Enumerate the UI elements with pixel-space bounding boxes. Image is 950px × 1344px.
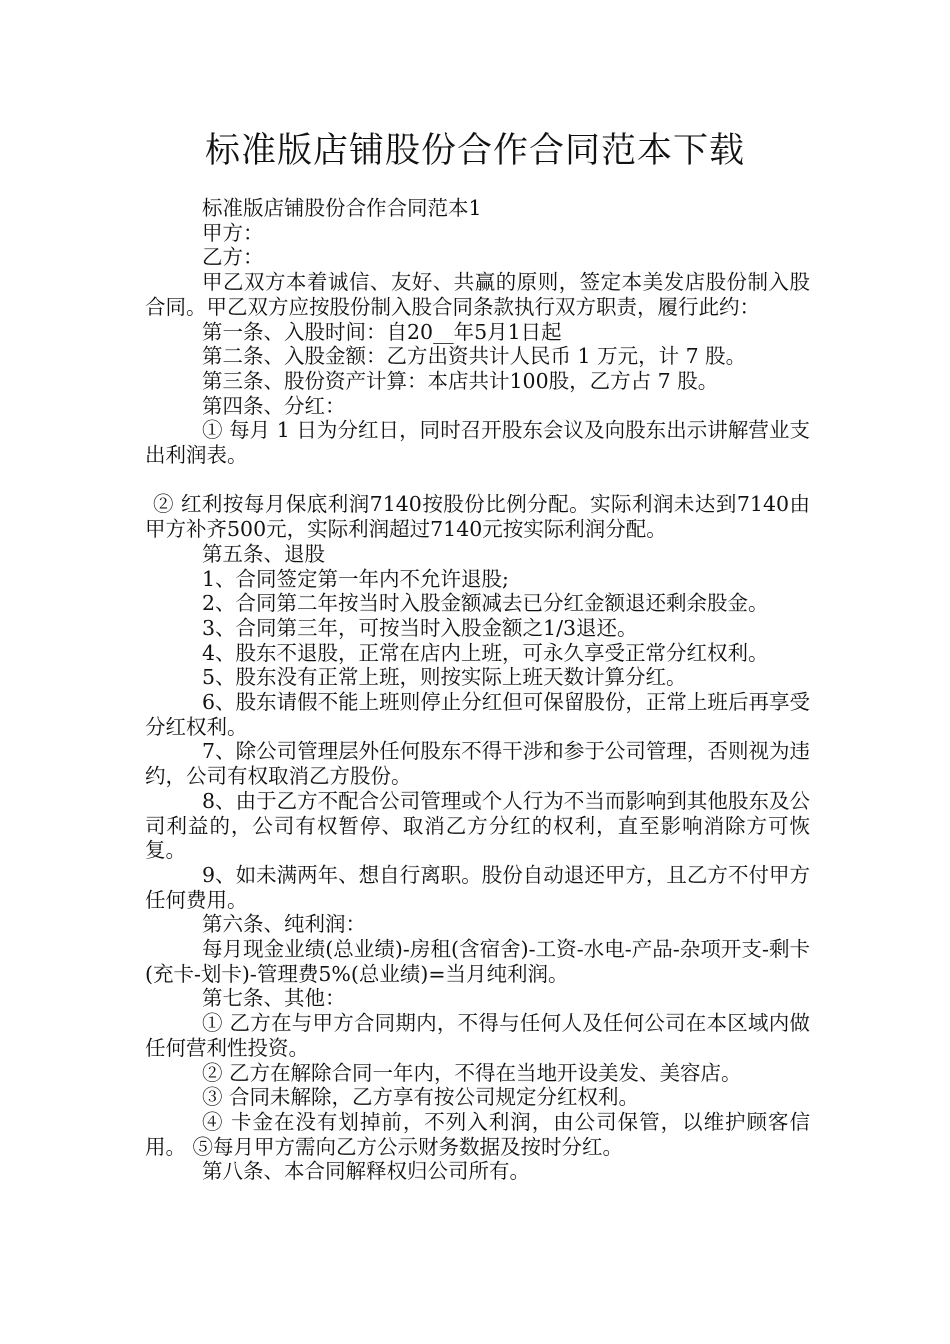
blank-line xyxy=(145,468,810,493)
article-7-item-2: ② 乙方在解除合同一年内，不得在当地开设美发、美容店。 xyxy=(202,1060,742,1085)
article-5-item-2: 2、合同第二年按当时入股金额减去已分红金额退还剩余股金。 xyxy=(202,591,769,616)
article-6-heading: 第六条、纯利润： xyxy=(202,912,366,937)
article-4-item-2: ② 红利按每月保底利润7140按股份比例分配。实际利润未达到7140由甲方补齐500元，实际利润超过7140元按实际利润分配。 xyxy=(145,492,810,542)
article-7-item-1: ① 乙方在与甲方合同期内，不得与任何人及任何公司在本区域内做任何营利性投资。 xyxy=(145,1011,810,1060)
article-5-item-4: 4、股东不退股，正常在店内上班，可永久享受正常分红权利。 xyxy=(202,640,769,665)
article-7-item-3: ③ 合同未解除，乙方享有按公司规定分红权利。 xyxy=(202,1085,640,1110)
article-3: 第三条、股份资产计算：本店共计100股，乙方占 7 股。 xyxy=(202,368,719,393)
article-7-heading: 第七条、其他： xyxy=(202,986,346,1011)
article-1: 第一条、入股时间：自20__年5月1日起 xyxy=(202,319,562,344)
contract-subtitle: 标准版店铺股份合作合同范本1 xyxy=(202,196,482,220)
article-7-item-4-5: ④ 卡金在没有划掉前，不列入利润，由公司保管，以维护顾客信用。 ⑤每月甲方需向乙方公示财务数据及按时分红。 xyxy=(145,1110,810,1159)
document-title: 标准版店铺股份合作合同范本下载 xyxy=(204,131,745,171)
article-6-formula: 每月现金业绩(总业绩)-房租(含宿舍)-工资-水电-产品-杂项开支-剩卡(充卡-划卡)-管理费5%(总业绩)=当月纯利润。 xyxy=(145,937,810,986)
article-5-heading: 第五条、退股 xyxy=(202,541,325,566)
party-a-line: 甲方： xyxy=(202,220,264,245)
article-5-item-5: 5、股东没有正常上班，则按实际上班天数计算分红。 xyxy=(202,665,687,690)
party-b-line: 乙方： xyxy=(202,245,264,270)
article-8: 第八条、本合同解释权归公司所有。 xyxy=(202,1159,530,1184)
article-5-item-1: 1、合同签定第一年内不允许退股; xyxy=(202,566,509,591)
article-4-heading: 第四条、分红： xyxy=(202,393,346,418)
document-body xyxy=(145,196,810,1184)
article-5-item-9: 9、如未满两年、想自行离职。股份自动退还甲方，且乙方不付甲方任何费用。 xyxy=(145,862,810,912)
article-5-item-8: 8、由于乙方不配合公司管理或个人行为不当而影响到其他股东及公司利益的，公司有权暂停、取消乙方分红的权利，直至影响消除方可恢复。 xyxy=(145,788,810,863)
article-5-item-7: 7、除公司管理层外任何股东不得干涉和参于公司管理，否则视为违约，公司有权取消乙方股份。 xyxy=(145,739,810,789)
article-2: 第二条、入股金额：乙方出资共计人民币 1 万元，计 7 股。 xyxy=(202,344,747,369)
article-5-item-6: 6、股东请假不能上班则停止分红但可保留股份，正常上班后再享受分红权利。 xyxy=(145,690,810,739)
article-5-item-3: 3、合同第三年，可按当时入股金额之1/3退还。 xyxy=(202,615,638,640)
article-4-item-1: ① 每月 1 日为分红日，同时召开股东会议及向股东出示讲解营业支出利润表。 xyxy=(145,418,810,468)
preamble-paragraph: 甲乙双方本着诚信、友好、共赢的原则，签定本美发店股份制入股合同。甲乙双方应按股份制入股合同条款执行双方职责，履行此约： xyxy=(145,270,810,319)
